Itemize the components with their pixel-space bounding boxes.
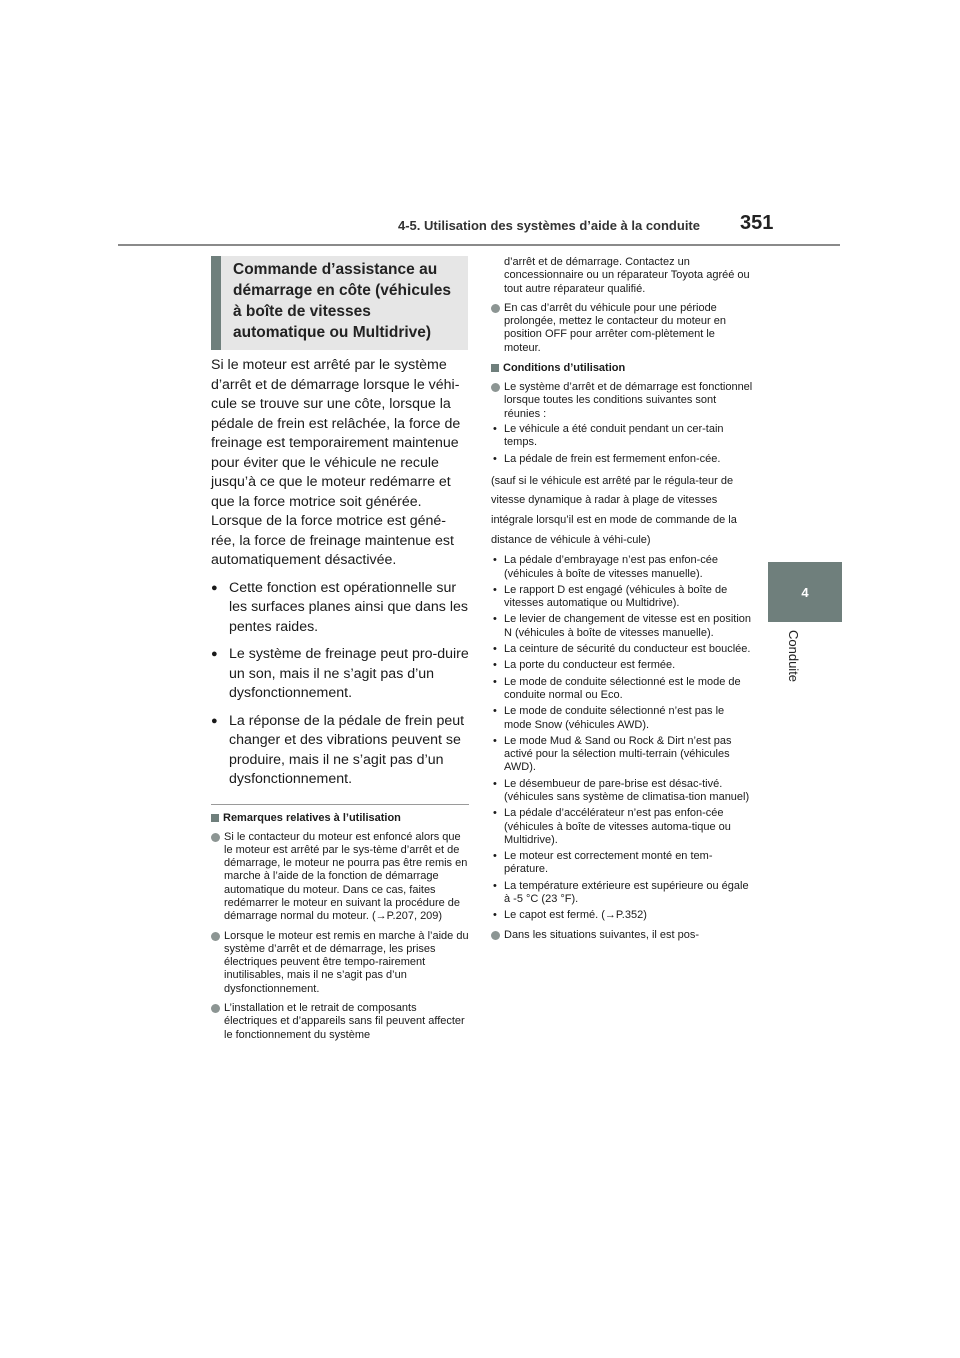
header-rule bbox=[118, 244, 840, 246]
chapter-tab[interactable] bbox=[768, 562, 842, 622]
list-item: • La pédale d’embrayage n’est pas enfon-cée (véhicules à boîte de vitesses manuelle). bbox=[491, 554, 753, 581]
list-item: • Le moteur est correctement monté en tem-pérature. bbox=[491, 850, 753, 877]
feature-bullets bbox=[211, 579, 469, 790]
chapter-number: 4 bbox=[801, 584, 809, 600]
divider bbox=[211, 804, 469, 805]
list-item: En cas d’arrêt du véhicule pour une période prolongée, mettez le contacteur du moteur en position OFF pour arrêter com-plètement le moteur. bbox=[491, 302, 753, 355]
list-item: • La pédale d’accélérateur n’est pas enfon-cée (véhicules à boîte de vitesses automa-tique ou Multidrive). bbox=[491, 807, 753, 847]
list-item: • Le désembueur de pare-brise est désac-tivé. (véhicules sans système de climatisa-tion manuel) bbox=[491, 778, 753, 805]
list-item: • Le véhicule a été conduit pendant un cer-tain temps. bbox=[491, 423, 753, 450]
list-item: Le système d’arrêt et de démarrage est fonctionnel lorsque toutes les conditions suivantes sont réunies : bbox=[491, 381, 753, 421]
page-number: 351 bbox=[740, 212, 774, 234]
list-item: L’installation et le retrait de composants électriques et d’appareils sans fil peuvent affecter le fonctionnement du système bbox=[211, 1002, 469, 1042]
right-column bbox=[491, 256, 753, 948]
continuation-text: d’arrêt et de démarrage. Contactez un concessionnaire ou un réparateur Toyota agréé ou tout autre réparateur qualifié. bbox=[504, 256, 750, 295]
section-path: 4-5. Utilisation des systèmes d’aide à la conduite bbox=[398, 218, 700, 233]
left-column bbox=[211, 356, 469, 1048]
section-heading-box bbox=[211, 256, 468, 350]
section-title: Commande d’assistance au démarrage en côte (véhicules à boîte de vitesses automatique ou Multidrive) bbox=[233, 261, 451, 341]
conditions-list-b bbox=[491, 554, 753, 922]
list-item: • Le rapport D est engagé (véhicules à boîte de vitesses automatique ou Multidrive). bbox=[491, 584, 753, 611]
exception-text: (sauf si le véhicule est arrêté par le régula-teur de vitesse dynamique à radar à plage de vitesses intégrale lorsqu’il est en mode de commande de la distance de véhicule à véhi-cule) bbox=[491, 474, 737, 546]
usage-notes bbox=[211, 831, 469, 1042]
list-item: • Le levier de changement de vitesse est en position N (véhicules à boîte de vitesses manuelle). bbox=[491, 613, 753, 640]
prolonged-stop-note bbox=[491, 302, 753, 355]
list-item: • La porte du conducteur est fermée. bbox=[491, 659, 753, 672]
list-item: Dans les situations suivantes, il est pos- bbox=[491, 929, 753, 942]
chapter-label: Conduite bbox=[786, 630, 801, 683]
list-item: • Le mode de conduite sélectionné est le mode de conduite normal ou Eco. bbox=[491, 676, 753, 703]
list-item: Si le contacteur du moteur est enfoncé alors que le moteur est arrêté par le sys-tème d’arrêt et de démarrage, le moteur ne pourra pas être remis en marche à l’aide de la fonction de démarrage automatique du moteur. Dans ce cas, faites redémarrer le moteur en suivant la procédure de démarrage normal du moteur. (→P.207, 209) bbox=[211, 831, 469, 924]
list-item: Lorsque le moteur est remis en marche à l’aide du système d’arrêt et de démarrage, les prises électriques peuvent être tempo-rairement inutilisables, mais il ne s’agit pas d’un dysfonctionnement. bbox=[211, 930, 469, 996]
list-item: ● Le système de freinage peut pro-duire un son, mais il ne s’agit pas d’un dysfonctionnement. bbox=[211, 645, 469, 704]
conditions-heading: Conditions d’utilisation bbox=[491, 361, 753, 375]
list-item: ● La réponse de la pédale de frein peut changer et des vibrations peuvent se produire, mais il ne s’agit pas d’un dysfonctionnement. bbox=[211, 712, 469, 790]
list-item: • La ceinture de sécurité du conducteur est bouclée. bbox=[491, 643, 753, 656]
list-item: • La température extérieure est supérieure ou égale à -5 °C (23 °F). bbox=[491, 880, 753, 907]
list-item: • Le mode Mud & Sand ou Rock & Dirt n’est pas activé pour la sélection multi-terrain (véhicules AWD). bbox=[491, 735, 753, 775]
list-item: • Le capot est fermé. (→P.352) bbox=[491, 909, 753, 922]
list-item: • Le mode de conduite sélectionné n’est pas le mode Snow (véhicules AWD). bbox=[491, 705, 753, 732]
conditions-intro bbox=[491, 381, 753, 421]
situations-note bbox=[491, 929, 753, 942]
conditions-list-a bbox=[491, 423, 753, 466]
usage-notes-heading: Remarques relatives à l’utilisation bbox=[211, 811, 469, 825]
list-item: ● Cette fonction est opérationnelle sur les surfaces planes ainsi que dans les pentes raides. bbox=[211, 579, 469, 638]
list-item: • La pédale de frein est fermement enfon-cée. bbox=[491, 453, 753, 466]
intro-paragraph: Si le moteur est arrêté par le système d’arrêt et de démarrage lorsque le véhi-cule se trouve sur une côte, lorsque la pédale de frein est relâchée, la force de freinage est temporairement maintenue pour éviter que le véhicule ne recule jusqu’à ce que le moteur redémarre et que la force motrice soit générée. Lorsque de la force motrice est géné-rée, la force de freinage maintenue est automatiquement désactivée. bbox=[211, 357, 461, 568]
